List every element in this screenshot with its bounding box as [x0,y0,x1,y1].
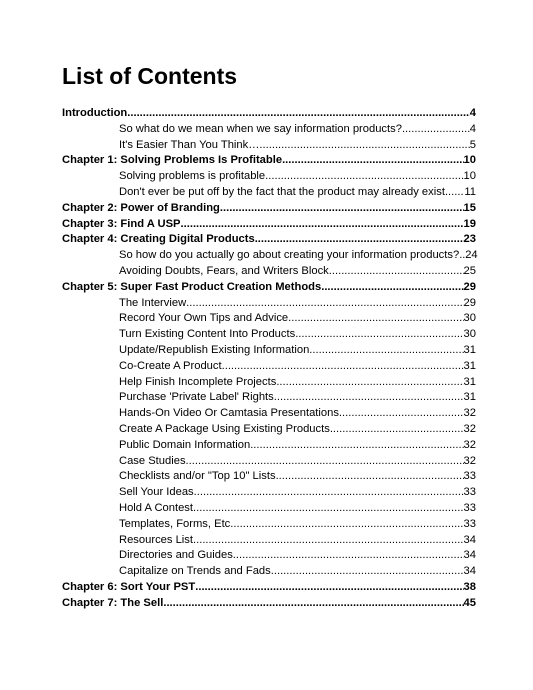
dot-leader [186,454,464,470]
toc-entry-label: Chapter 2: Power of Branding [62,201,220,214]
toc-section-entry[interactable] [62,122,476,138]
toc-section-entry[interactable] [62,327,476,343]
toc-page-number: 15 [463,201,476,214]
toc-page-number: 4 [469,107,476,119]
dot-leader [195,580,463,596]
toc-section-entry[interactable] [62,296,476,312]
toc-section-entry[interactable] [62,501,476,517]
dot-leader [193,533,464,549]
toc-page-number: 38 [463,580,476,593]
toc-page-number: 31 [463,343,476,356]
toc-page-number: 30 [463,312,476,325]
toc-section-entry[interactable] [62,422,476,438]
toc-chapter-entry[interactable] [62,232,476,248]
dot-leader [276,469,464,485]
dot-leader [339,406,464,422]
toc-entry-label: Co-Create A Product [119,359,222,372]
toc-chapter-entry[interactable] [62,280,476,296]
dot-leader [194,485,464,501]
toc-section-entry[interactable] [62,343,476,359]
toc-page-number: 32 [463,438,476,451]
toc-entry-label: Chapter 5: Super Fast Product Creation Methods [62,280,322,293]
dot-leader [255,232,464,248]
toc-page-number: 29 [463,296,476,309]
toc-entry-label: Solving problems is profitable [119,170,266,183]
dot-leader [402,122,470,138]
toc-entry-label: Update/Republish Existing Information [119,343,310,356]
toc-entry-label: Checklists and/or "Top 10" Lists [119,470,276,483]
toc-page-number: 24 [465,249,478,262]
toc-entry-label: Help Finish Incomplete Projects [119,375,277,388]
toc-section-entry[interactable] [62,564,476,580]
toc-entry-label: Case Studies [119,454,186,467]
toc-entry-label: Create A Package Using Existing Products [119,422,330,435]
toc-entry-label: Chapter 1: Solving Problems Is Profitable [62,154,283,167]
toc-page-number: 19 [463,217,476,230]
toc-page-number: 32 [463,407,476,420]
toc-entry-label: Chapter 4: Creating Digital Products [62,233,255,246]
toc-page-number: 11 [464,185,476,198]
dot-leader [259,138,469,154]
toc-page-number: 33 [463,517,476,530]
toc-chapter-entry[interactable] [62,596,476,612]
toc-chapter-entry[interactable] [62,201,476,217]
toc-chapter-entry[interactable] [62,153,476,169]
dot-leader [250,438,463,454]
toc-page-number: 31 [463,375,476,388]
dot-leader [276,375,463,391]
dot-leader [193,501,464,517]
toc-page-number: 32 [463,454,476,467]
toc-page-number: 10 [463,154,476,167]
toc-entry-label: So how do you actually go about creating your information products? [119,249,460,262]
dot-leader [329,264,464,280]
toc-entry-label: Capitalize on Trends and Fads [119,565,271,578]
dot-leader [186,296,463,312]
toc-section-entry[interactable] [62,185,476,201]
dot-leader [330,422,464,438]
toc-page-number: 34 [463,565,476,578]
toc-entry-label: It's Easier Than You Think… [119,138,260,151]
toc-entry-label: Chapter 7: The Sell [62,596,164,609]
toc-section-entry[interactable] [62,469,476,485]
toc-page-number: 32 [463,422,476,435]
toc-page-number: 33 [463,470,476,483]
toc-page-number: 23 [463,233,476,246]
toc-section-entry[interactable] [62,406,476,422]
toc-entry-label: Purchase 'Private Label' Rights [119,391,274,404]
toc-page-number: 31 [463,359,476,372]
toc-section-entry[interactable] [62,390,476,406]
toc-entry-label: Record Your Own Tips and Advice [119,312,289,325]
toc-entry-label: Public Domain Information [119,438,251,451]
toc-page-number: 4 [469,122,476,135]
toc-entry-label: Chapter 6: Sort Your PST [62,580,196,593]
dot-leader [445,185,464,201]
toc-entry-label: Sell Your Ideas [119,486,194,499]
toc-section-entry[interactable] [62,248,476,264]
toc-section-entry[interactable] [62,438,476,454]
toc-entry-label: Avoiding Doubts, Fears, and Writers Block [119,264,329,277]
dot-leader [163,596,463,612]
toc-section-entry[interactable] [62,548,476,564]
toc-page-number: 33 [463,486,476,499]
toc-section-entry[interactable] [62,517,476,533]
toc-page-number: 33 [463,501,476,514]
toc-section-entry[interactable] [62,138,476,154]
toc-page-number: 34 [463,533,476,546]
dot-leader [233,548,464,564]
dot-leader [127,106,470,122]
toc-section-entry[interactable] [62,311,476,327]
toc-page-number: 31 [463,391,476,404]
toc-chapter-entry[interactable] [62,217,476,233]
dot-leader [288,311,463,327]
page-title: List of Contents [62,63,238,89]
toc-entry-label: Introduction [62,107,128,119]
dot-leader [220,201,464,217]
toc-page-number: 34 [463,549,476,562]
toc-entry-label: Chapter 3: Find A USP [62,217,181,230]
toc-section-entry[interactable] [62,485,476,501]
toc-page-number: 25 [463,264,476,277]
toc-page-number: 5 [469,138,476,151]
toc-page-number: 10 [463,170,476,183]
toc-chapter-entry[interactable] [62,106,476,122]
toc-chapter-entry[interactable] [62,580,476,596]
toc-page-number: 45 [463,596,476,609]
toc-section-entry[interactable] [62,359,476,375]
dot-leader [282,153,463,169]
toc-section-entry[interactable] [62,454,476,470]
toc-entry-label: Don't ever be put off by the fact that the product may already exist [119,185,445,198]
toc-section-entry[interactable] [62,533,476,549]
dot-leader [233,517,463,533]
toc-entry-label: The Interview [119,296,187,309]
toc-entry-label: Resources List [119,533,193,546]
dot-leader [271,564,464,580]
toc-entry-label: Hands-On Video Or Camtasia Presentations [119,407,339,420]
toc-entry-label: Turn Existing Content Into Products [119,328,296,341]
toc-section-entry[interactable] [62,375,476,391]
toc-section-entry[interactable] [62,264,476,280]
dot-leader [295,327,463,343]
dot-leader [274,390,464,406]
table-of-contents [62,106,476,612]
dot-leader [181,217,464,233]
toc-page-number: 30 [463,328,476,341]
dot-leader [321,280,463,296]
toc-entry-label: So what do we mean when we say information products? [119,122,402,135]
dot-leader [309,343,463,359]
dot-leader [265,169,463,185]
toc-entry-label: Templates, Forms, Etc. [119,517,234,530]
toc-page-number: 29 [463,280,476,293]
toc-entry-label: Directories and Guides [119,549,233,562]
toc-entry-label: Hold A Contest [119,501,194,514]
toc-section-entry[interactable] [62,169,476,185]
dot-leader [222,359,464,375]
